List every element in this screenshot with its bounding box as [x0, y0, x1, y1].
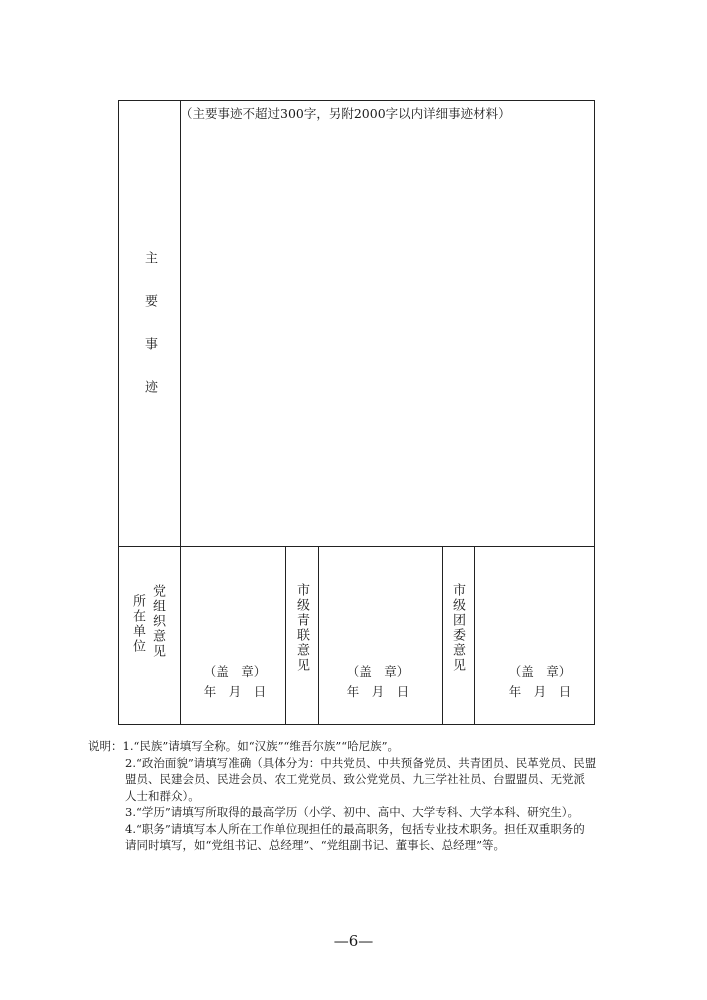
col-divider-2 [285, 546, 286, 724]
instruction-item: 请同时填写，如“党组书记、总经理”、“党组副书记、董事长、总经理”等。 [125, 838, 506, 852]
instruction-item: 4.“职务”请填写本人所在工作单位现担任的最高职务，包括专业技术职务。担任双重职务的 [125, 821, 585, 836]
date-party: 年 月 日 [203, 684, 267, 699]
col-divider-3 [318, 546, 319, 724]
instruction-item: 1.“民族”请填写全称。如“汉族”“维吾尔族”“哈尼族”。 [122, 739, 400, 753]
col-divider-4 [442, 546, 443, 724]
instruction-item: 3.“学历”请填写所取得的最高学历（小学、初中、高中、大学专科、大学本科、研究生）。 [125, 805, 579, 819]
instruction-line [88, 738, 596, 755]
col-divider-1 [180, 546, 181, 724]
instruction-item: 2.“政治面貌”请填写准确（具体分为：中共党员、中共预备党员、共青团员、民革党员、民盟 [125, 755, 597, 770]
instruction-line [88, 755, 596, 772]
main-divider-vertical [180, 101, 181, 546]
page-number: —6— [333, 932, 374, 950]
city-youth-federation-opinion-label: 市级青联意见 [294, 583, 309, 673]
city-league-committee-opinion-label: 市级团委意见 [450, 583, 465, 673]
stamp-party: （盖 章） [203, 664, 267, 679]
main-deeds-label: 主要事迹 [142, 251, 157, 423]
stamp-youth: （盖 章） [346, 664, 410, 679]
instruction-line [88, 804, 596, 821]
unit-label: 所在单位 [130, 594, 145, 654]
instruction-line [88, 837, 596, 854]
instruction-item: 人士和群众）。 [125, 788, 200, 803]
instructions-title: 说明： [88, 739, 123, 753]
form-table [118, 100, 595, 725]
section-divider-horizontal [119, 546, 594, 547]
instructions [88, 738, 596, 854]
main-deeds-note: （主要事迹不超过300字，另附2000字以内详细事迹材料） [180, 106, 511, 121]
instruction-line [88, 821, 596, 838]
party-org-opinion-label: 党组织意见 [150, 584, 165, 659]
instruction-line [88, 771, 596, 788]
date-youth: 年 月 日 [346, 684, 410, 699]
instruction-line [88, 788, 596, 805]
instruction-item: 盟员、民建会员、民进会员、农工党党员、致公党党员、九三学社社员、台盟盟员、无党派 [125, 772, 585, 786]
stamp-league: （盖 章） [508, 664, 572, 679]
col-divider-5 [474, 546, 475, 724]
date-league: 年 月 日 [508, 684, 572, 699]
